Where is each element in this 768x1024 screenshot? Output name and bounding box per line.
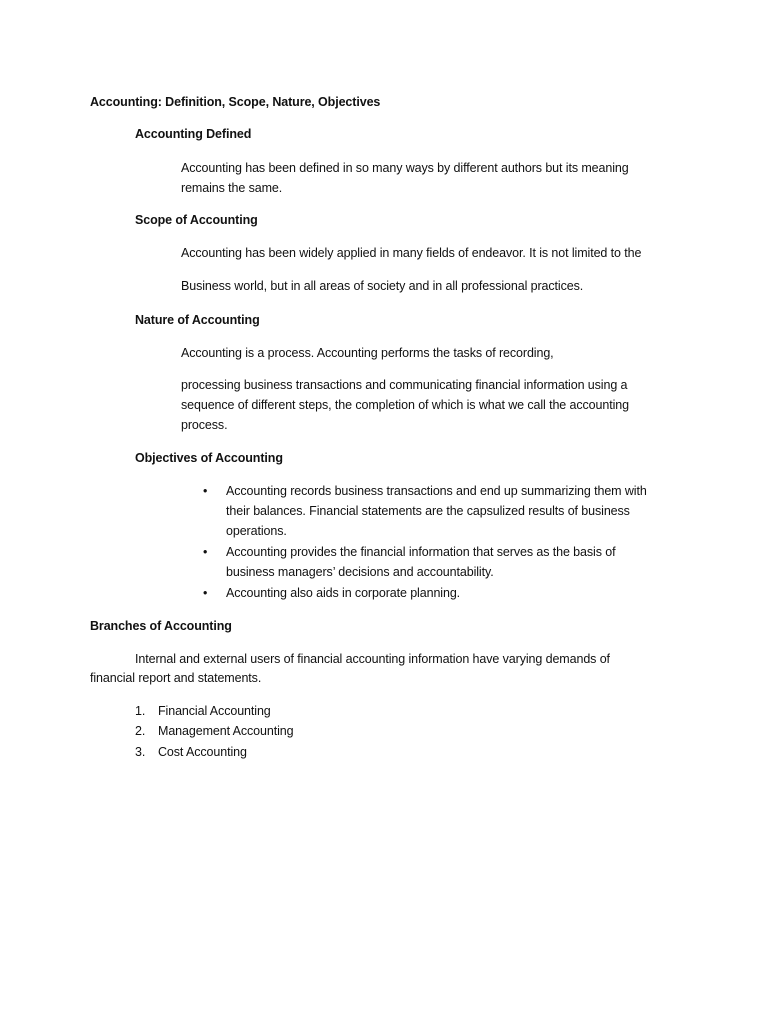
paragraph-line: process. (181, 418, 228, 432)
paragraph-line: Accounting has been widely applied in many fields of endeavor. It is not limited to the (181, 246, 642, 260)
paragraph-line: processing business transactions and communicating financial information using a (181, 378, 628, 392)
list-item-management-accounting: Management Accounting (158, 724, 294, 738)
list-number: 3. (135, 745, 146, 759)
bullet-text-line: Accounting provides the financial information that serves as the basis of (226, 545, 616, 559)
paragraph-line: Business world, but in all areas of society and in all professional practices. (181, 279, 584, 293)
bullet-marker: • (203, 484, 208, 498)
bullet-text-line: their balances. Financial statements are the capsulized results of business (226, 504, 630, 518)
bullet-text-line: business managers’ decisions and accountability. (226, 565, 494, 579)
list-number: 2. (135, 724, 146, 738)
paragraph-line: sequence of different steps, the completion of which is what we call the accounting (181, 398, 629, 412)
paragraph-line: Internal and external users of financial accounting information have varying demands of (135, 652, 610, 666)
paragraph-line: remains the same. (181, 181, 283, 195)
list-item-financial-accounting: Financial Accounting (158, 704, 271, 718)
section-heading-accounting-defined: Accounting Defined (135, 127, 252, 141)
section-heading-scope: Scope of Accounting (135, 213, 258, 227)
bullet-marker: • (203, 545, 208, 559)
bullet-marker: • (203, 586, 208, 600)
paragraph-line: financial report and statements. (90, 671, 262, 685)
paragraph-line: Accounting is a process. Accounting performs the tasks of recording, (181, 346, 554, 360)
document-title: Accounting: Definition, Scope, Nature, Objectives (90, 95, 381, 109)
list-item-cost-accounting: Cost Accounting (158, 745, 247, 759)
list-number: 1. (135, 704, 146, 718)
section-heading-nature: Nature of Accounting (135, 313, 260, 327)
section-heading-objectives: Objectives of Accounting (135, 451, 283, 465)
bullet-text-line: operations. (226, 524, 287, 538)
section-heading-branches: Branches of Accounting (90, 619, 232, 633)
bullet-text-line: Accounting also aids in corporate planning. (226, 586, 461, 600)
bullet-text-line: Accounting records business transactions and end up summarizing them with (226, 484, 647, 498)
paragraph-line: Accounting has been defined in so many ways by different authors but its meaning (181, 161, 629, 175)
